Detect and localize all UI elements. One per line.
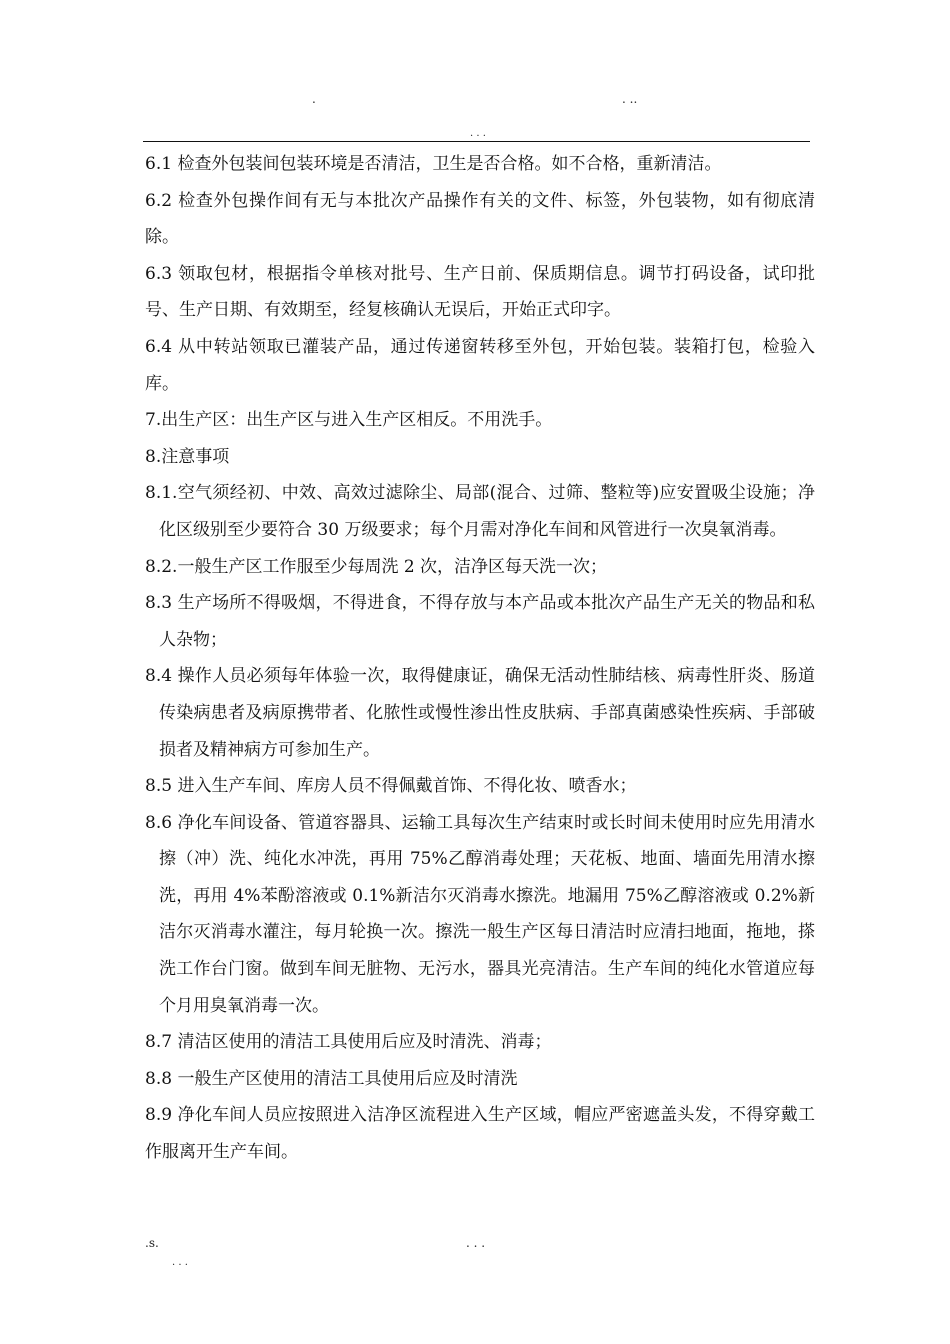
paragraph-6-4: 6.4 从中转站领取已灌装产品，通过传递窗转移至外包，开始包装。装箱打包，检验入库。 xyxy=(145,336,815,394)
paragraph-8-9: 8.9 净化车间人员应按照进入洁净区流程进入生产区域，帽应严密遮盖头发，不得穿戴工作服离开生产车间。 xyxy=(145,1105,815,1163)
paragraph-6-1: 6.1 检查外包装间包装环境是否清洁，卫生是否合格。如不合格，重新清洁。 xyxy=(145,154,722,174)
footer-mark-center: . . . xyxy=(466,1236,486,1250)
header-dot-center: . . . xyxy=(470,128,486,139)
paragraph-7: 7.出生产区：出生产区与进入生产区相反。不用洗手。 xyxy=(145,410,553,431)
paragraph-6-2: 6.2 检查外包操作间有无与本批次产品操作有关的文件、标签，外包装物，如有彻底清除。 xyxy=(145,190,815,248)
paragraph-8-3: 8.3 生产场所不得吸烟，不得进食，不得存放与本产品或本批次产品生产无关的物品和私人杂物； xyxy=(145,593,815,650)
paragraph-8-8: 8.8 一般生产区使用的清洁工具使用后应及时清洗 xyxy=(145,1068,518,1089)
paragraph-8-5: 8.5 进入生产车间、库房人员不得佩戴首饰、不得化妆、喷香水； xyxy=(145,776,637,797)
footer-mark-bottom: . . . xyxy=(172,1257,188,1268)
header-rule xyxy=(143,141,810,142)
footer-mark-left: .s. xyxy=(145,1236,159,1250)
header-dot-right: . .. xyxy=(622,92,638,106)
paragraph-8-6: 8.6 净化车间设备、管道容器具、运输工具每次生产结束时或长时间未使用时应先用清水擦（冲）洗、纯化水冲洗，再用 75%乙醇消毒处理；天花板、地面、墙面先用清水擦洗，再用 4%苯酚溶液或 0.1%新洁尔灭消毒水擦洗。地漏用 75%乙醇溶液或 0.2%新洁尔灭消毒水灌注，每月轮换一次。擦洗一般生产区每日清洁时应清扫地面，拖地，搽洗工作台门窗。做到车间无脏物、无污水，器具光亮清洁。生产车间的纯化水管道应每个月用臭氧消毒一次。 xyxy=(145,812,815,1016)
paragraph-8-7: 8.7 清洁区使用的清洁工具使用后应及时清洗、消毒； xyxy=(145,1032,552,1053)
document-body xyxy=(145,146,815,1171)
header-dot-left: . xyxy=(312,92,316,106)
paragraph-8-2: 8.2.一般生产区工作服至少每周洗 2 次，洁净区每天洗一次； xyxy=(145,556,608,577)
paragraph-8-1: 8.1.空气须经初、中效、高效过滤除尘、局部(混合、过筛、整粒等)应安置吸尘设施；净化区级别至少要符合 30 万级要求；每个月需对净化车间和风管进行一次臭氧消毒。 xyxy=(145,483,815,540)
paragraph-8: 8.注意事项 xyxy=(145,446,230,467)
paragraph-8-4: 8.4 操作人员必须每年体验一次，取得健康证，确保无活动性肺结核、病毒性肝炎、肠道传染病患者及病原携带者、化脓性或慢性渗出性皮肤病、手部真菌感染性疾病、手部破损者及精神病方可参加生产。 xyxy=(145,666,815,760)
paragraph-6-3: 6.3 领取包材，根据指令单核对批号、生产日前、保质期信息。调节打码设备，试印批号、生产日期、有效期至，经复核确认无误后，开始正式印字。 xyxy=(145,263,815,321)
